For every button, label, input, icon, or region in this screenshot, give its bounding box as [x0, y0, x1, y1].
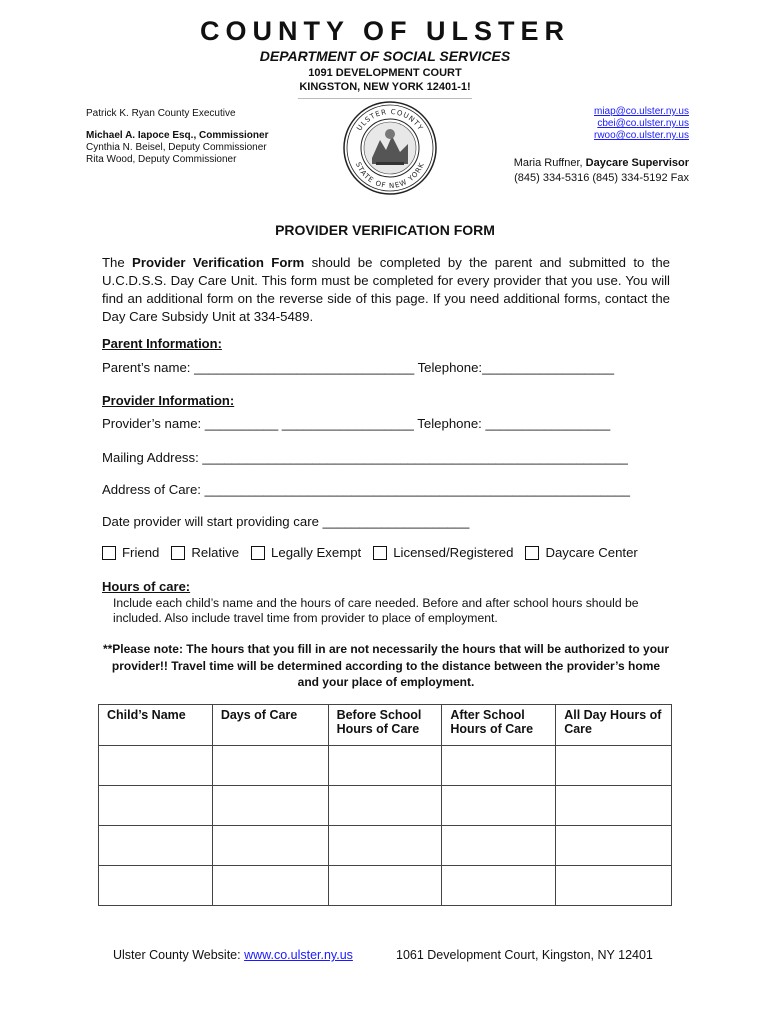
- checkbox-label: Relative: [191, 545, 240, 560]
- checkbox-box[interactable]: [251, 546, 265, 560]
- supervisor-name: Maria Ruffner,: [513, 157, 586, 169]
- seal-text-bottom: STATE OF NEW YORK: [353, 161, 427, 191]
- authorization-note: **Please note: The hours that you fill in are not necessarily the hours that will be authorized to your provider!! Travel time will be determined according to the distance between the provider’s home and your place of employment.: [102, 642, 670, 689]
- col-childs-name: Child’s Name: [99, 705, 213, 746]
- table-cell[interactable]: [212, 866, 328, 906]
- county-title: COUNTY OF ULSTER: [199, 16, 570, 46]
- deputy-commissioner-2: Rita Wood, Deputy Commissioner: [86, 154, 237, 165]
- table-header-row: [99, 705, 672, 746]
- care-address-field[interactable]: Address of Care: __________________________________________________________: [102, 482, 631, 497]
- checkbox-relative[interactable]: [171, 545, 239, 560]
- table-cell[interactable]: [442, 866, 556, 906]
- checkbox-box[interactable]: [525, 546, 539, 560]
- supervisor-title: Daycare Supervisor: [585, 157, 689, 169]
- table-cell[interactable]: [328, 746, 442, 786]
- col-after-school: After School Hours of Care: [442, 705, 556, 746]
- mailing-address-field[interactable]: Mailing Address: __________________________________________________________: [102, 450, 628, 465]
- provider-info-heading: Provider Information:: [102, 393, 235, 408]
- table-cell[interactable]: [442, 746, 556, 786]
- table-cell[interactable]: [99, 826, 213, 866]
- parent-name-field[interactable]: Parent’s name: ______________________________ Telephone:__________________: [102, 360, 615, 375]
- seal-text-top: ULSTER COUNTY: [355, 107, 425, 133]
- table-cell[interactable]: [99, 786, 213, 826]
- checkbox-label: Friend: [122, 545, 160, 560]
- intro-lead: The: [102, 255, 133, 270]
- email-list: [594, 106, 689, 142]
- table-cell[interactable]: [328, 826, 442, 866]
- checkbox-friend[interactable]: [102, 545, 159, 560]
- table-cell[interactable]: [212, 826, 328, 866]
- table-row: [99, 826, 672, 866]
- checkbox-label: Legally Exempt: [271, 545, 362, 560]
- staff-list: [86, 108, 268, 166]
- table-cell[interactable]: [99, 866, 213, 906]
- checkbox-licensed-registered[interactable]: [373, 545, 513, 560]
- table-row: [99, 746, 672, 786]
- checkbox-label: Daycare Center: [545, 545, 638, 560]
- checkbox-label: Licensed/Registered: [393, 545, 514, 560]
- checkbox-legally-exempt[interactable]: [251, 545, 361, 560]
- provider-type-checkboxes: [102, 545, 650, 560]
- address-line-1: 1091 DEVELOPMENT COURT: [308, 67, 462, 79]
- form-title: PROVIDER VERIFICATION FORM: [275, 222, 495, 238]
- intro-rest: should be completed by the parent and submitted to the U.C.D.S.S. Day Care Unit. This form must be completed for every provider that you use. You will find an additional form on the reverse side of this page. If you need additional forms, contact the Day Care Subsidy Unit at 334-5489.: [102, 255, 670, 324]
- address-line-2: KINGSTON, NEW YORK 12401-1!: [299, 81, 471, 93]
- county-executive: Patrick K. Ryan County Executive: [86, 108, 236, 119]
- intro-form-name: Provider Verification Form: [132, 255, 305, 270]
- col-before-school: Before School Hours of Care: [328, 705, 442, 746]
- department-name: DEPARTMENT OF SOCIAL SERVICES: [259, 48, 511, 64]
- table-cell[interactable]: [556, 866, 672, 906]
- table-row: [99, 786, 672, 826]
- intro-paragraph: [102, 254, 670, 326]
- table-cell[interactable]: [328, 786, 442, 826]
- checkbox-box[interactable]: [373, 546, 387, 560]
- col-days-of-care: Days of Care: [212, 705, 328, 746]
- provider-name-field[interactable]: Provider’s name: __________ __________________ Telephone: _________________: [102, 416, 611, 431]
- table-cell[interactable]: [212, 746, 328, 786]
- website-link[interactable]: www.co.ulster.ny.us: [244, 948, 353, 962]
- table-cell[interactable]: [556, 786, 672, 826]
- table-row: [99, 866, 672, 906]
- email-link-deputy-2[interactable]: rwoo@co.ulster.ny.us: [593, 130, 689, 141]
- header-divider: [298, 98, 472, 99]
- footer-website: [113, 948, 353, 962]
- col-all-day: All Day Hours of Care: [556, 705, 672, 746]
- checkbox-box[interactable]: [171, 546, 185, 560]
- phone-fax: (845) 334-5316 (845) 334-5192 Fax: [514, 172, 689, 184]
- table-cell[interactable]: [556, 826, 672, 866]
- start-date-field[interactable]: Date provider will start providing care ____________________: [102, 514, 470, 529]
- county-seal-icon: [342, 100, 438, 196]
- hours-instructions: Include each child’s name and the hours of care needed. Before and after school hours should be included. Also include travel time from provider to place of employment.: [113, 596, 639, 625]
- footer-website-label: Ulster County Website:: [113, 948, 245, 962]
- table-cell[interactable]: [212, 786, 328, 826]
- supervisor-block: [514, 156, 689, 186]
- footer-address: 1061 Development Court, Kingston, NY 12401: [396, 948, 653, 962]
- email-link-commissioner[interactable]: miap@co.ulster.ny.us: [593, 106, 689, 117]
- checkbox-box[interactable]: [102, 546, 116, 560]
- table-cell[interactable]: [556, 746, 672, 786]
- commissioner: Michael A. Iapoce Esq., Commissioner: [86, 130, 269, 141]
- hours-table: [98, 704, 672, 906]
- checkbox-daycare-center[interactable]: [525, 545, 637, 560]
- email-link-deputy-1[interactable]: cbei@co.ulster.ny.us: [597, 118, 689, 129]
- table-cell[interactable]: [442, 786, 556, 826]
- parent-info-heading: Parent Information:: [102, 336, 222, 351]
- hours-heading: Hours of care:: [102, 579, 191, 594]
- table-cell[interactable]: [442, 826, 556, 866]
- table-cell[interactable]: [328, 866, 442, 906]
- table-cell[interactable]: [99, 746, 213, 786]
- deputy-commissioner-1: Cynthia N. Beisel, Deputy Commissioner: [86, 142, 267, 153]
